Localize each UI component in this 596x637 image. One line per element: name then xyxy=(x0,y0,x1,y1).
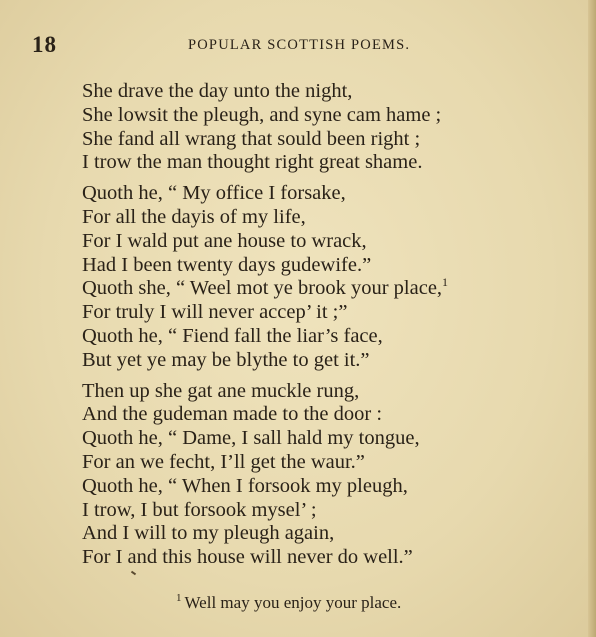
stanza-1 xyxy=(82,80,582,175)
poem-body xyxy=(82,80,582,577)
poem-line: For I wald put ane house to wrack, xyxy=(82,229,367,252)
footnote-marker: 1 xyxy=(176,592,182,605)
poem-line: For all the dayis of my life, xyxy=(82,205,306,228)
page-edge xyxy=(588,0,596,637)
poem-line: I trow the man thought right great shame. xyxy=(82,151,423,174)
poem-line: But yet ye may be blythe to get it.” xyxy=(82,348,370,371)
poem-line: Quoth he, “ When I forsook my pleugh, xyxy=(82,474,408,497)
footnote-text: Well may you enjoy your place. xyxy=(184,593,402,612)
poem-line-text: Quoth she, “ Weel mot ye brook your place, xyxy=(82,277,443,300)
stanza-3 xyxy=(82,380,582,570)
poem-line: Quoth he, “ My office I forsake, xyxy=(82,182,346,205)
poem-line: Had I been twenty days gudewife.” xyxy=(82,253,372,276)
footnote xyxy=(176,593,401,613)
poem-line: She lowsit the pleugh, and syne cam hame ; xyxy=(82,103,442,126)
poem-line: For truly I will never accep’ it ;” xyxy=(82,301,348,324)
poem-line-with-footnote xyxy=(82,277,582,301)
poem-line: She drave the day unto the night, xyxy=(82,80,353,102)
poem-line: And the gudeman made to the door : xyxy=(82,403,383,426)
running-title: POPULAR SCOTTISH POEMS. xyxy=(188,37,411,53)
poem-line: Quoth he, “ Fiend fall the liar’s face, xyxy=(82,324,383,347)
poem-line: And I will to my pleugh again, xyxy=(82,522,335,545)
poem-line: For I and this house will never do well.” xyxy=(82,546,413,569)
poem-line: For an we fecht, I’ll get the waur.” xyxy=(82,450,365,473)
poem-line: Then up she gat ane muckle rung, xyxy=(82,379,360,402)
page-number: 18 xyxy=(32,32,57,57)
poem-line: Quoth he, “ Dame, I sall hald my tongue, xyxy=(82,427,420,450)
footnote-reference: 1 xyxy=(442,275,449,290)
poem-line: She fand all wrang that sould been right ; xyxy=(82,127,421,150)
stanza-2 xyxy=(82,182,582,372)
poem-line: I trow, I but forsook mysel’ ; xyxy=(82,498,317,521)
